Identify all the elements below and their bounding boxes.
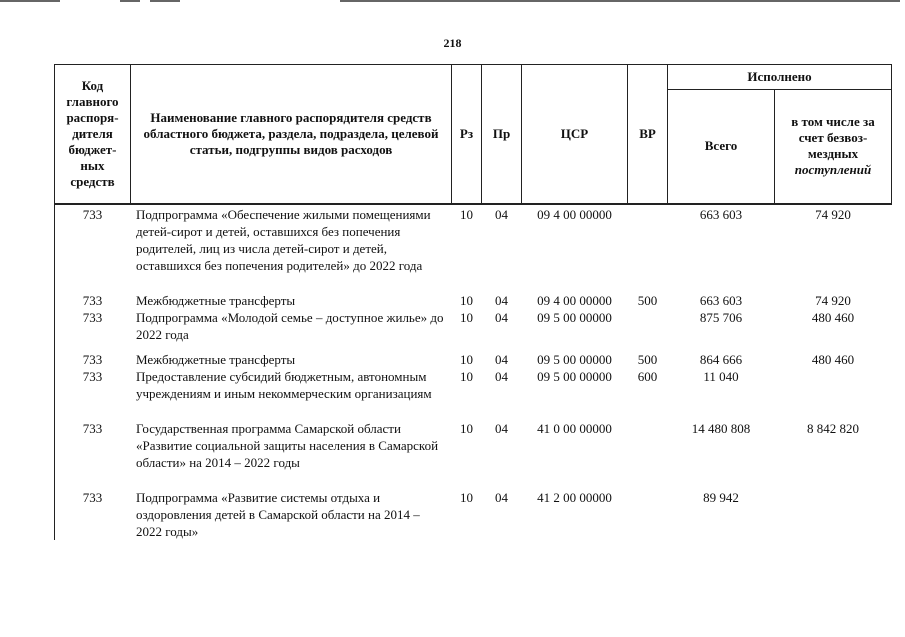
cell-vr	[628, 420, 668, 489]
header-including-grants	[775, 90, 892, 204]
cell-code: 733	[55, 489, 131, 540]
table-row	[55, 420, 892, 489]
cell-grants	[775, 489, 892, 540]
cell-name: Государственная программа Самарской области «Развитие социальной защиты населения в Самарской области» на 2014 – 2022 годы	[131, 420, 452, 489]
cell-vr	[628, 204, 668, 292]
header-rz: Рз	[452, 65, 482, 204]
cell-code: 733	[55, 420, 131, 489]
cell-name: Подпрограмма «Развитие системы отдыха и оздоровления детей в Самарской области на 2014 – 2022 годы»	[131, 489, 452, 540]
cell-grants: 480 460	[775, 309, 892, 351]
cell-pr: 04	[482, 489, 522, 540]
cell-total: 864 666	[668, 351, 775, 368]
header-name: Наименование главного распорядителя средств областного бюджета, раздела, подраздела, целевой статьи, подгруппы видов расходов	[131, 65, 452, 204]
cell-grants: 74 920	[775, 292, 892, 309]
cell-rz: 10	[452, 292, 482, 309]
table-row	[55, 489, 892, 540]
cell-name: Межбюджетные трансферты	[131, 292, 452, 309]
cell-pr: 04	[482, 204, 522, 292]
cell-pr: 04	[482, 309, 522, 351]
cell-code: 733	[55, 204, 131, 292]
header-executed: Исполнено	[668, 65, 892, 90]
cell-name: Подпрограмма «Молодой семье – доступное жилье» до 2022 года	[131, 309, 452, 351]
budget-table	[54, 64, 892, 540]
table-row	[55, 309, 892, 351]
cell-pr: 04	[482, 420, 522, 489]
page-number: 218	[443, 36, 462, 50]
cell-vr: 500	[628, 292, 668, 309]
cell-rz: 10	[452, 204, 482, 292]
cell-vr: 600	[628, 368, 668, 420]
header-csr: ЦСР	[522, 65, 628, 204]
cell-rz: 10	[452, 309, 482, 351]
cell-total: 663 603	[668, 292, 775, 309]
cell-name: Предоставление субсидий бюджетным, автономным учреждениям и иным некоммерческим организациям	[131, 368, 452, 420]
scan-top-edge	[0, 0, 905, 3]
cell-rz: 10	[452, 351, 482, 368]
cell-name: Межбюджетные трансферты	[131, 351, 452, 368]
cell-csr: 09 5 00 00000	[522, 351, 628, 368]
cell-pr: 04	[482, 351, 522, 368]
cell-total: 11 040	[668, 368, 775, 420]
cell-rz: 10	[452, 489, 482, 540]
cell-code: 733	[55, 309, 131, 351]
table-row	[55, 204, 892, 292]
cell-pr: 04	[482, 368, 522, 420]
cell-grants: 8 842 820	[775, 420, 892, 489]
cell-total: 875 706	[668, 309, 775, 351]
cell-total: 14 480 808	[668, 420, 775, 489]
cell-csr: 41 2 00 00000	[522, 489, 628, 540]
cell-grants	[775, 368, 892, 420]
table-row	[55, 368, 892, 420]
cell-code: 733	[55, 292, 131, 309]
table-row	[55, 292, 892, 309]
cell-csr: 41 0 00 00000	[522, 420, 628, 489]
header-vr: ВР	[628, 65, 668, 204]
table-row	[55, 351, 892, 368]
cell-csr: 09 4 00 00000	[522, 204, 628, 292]
header-pr: Пр	[482, 65, 522, 204]
cell-rz: 10	[452, 420, 482, 489]
header-including-italic: поступлений	[794, 162, 872, 178]
cell-vr: 500	[628, 351, 668, 368]
cell-grants: 74 920	[775, 204, 892, 292]
cell-csr: 09 5 00 00000	[522, 368, 628, 420]
cell-name: Подпрограмма «Обеспечение жилыми помещениями детей-сирот и детей, оставшихся без попечения родителей, лиц из числа детей-сирот и детей, оставшихся без попечения родителей» до 2022 года	[131, 204, 452, 292]
header-code: Код главного распоря-дителя бюджет-ных средств	[55, 65, 131, 204]
cell-csr: 09 5 00 00000	[522, 309, 628, 351]
cell-csr: 09 4 00 00000	[522, 292, 628, 309]
cell-code: 733	[55, 351, 131, 368]
header-including-prefix: в том числе за счет безвоз-мездных	[791, 114, 875, 162]
cell-total: 663 603	[668, 204, 775, 292]
cell-pr: 04	[482, 292, 522, 309]
cell-rz: 10	[452, 368, 482, 420]
cell-vr	[628, 309, 668, 351]
cell-code: 733	[55, 368, 131, 420]
cell-grants: 480 460	[775, 351, 892, 368]
header-total: Всего	[668, 90, 775, 204]
cell-vr	[628, 489, 668, 540]
cell-total: 89 942	[668, 489, 775, 540]
